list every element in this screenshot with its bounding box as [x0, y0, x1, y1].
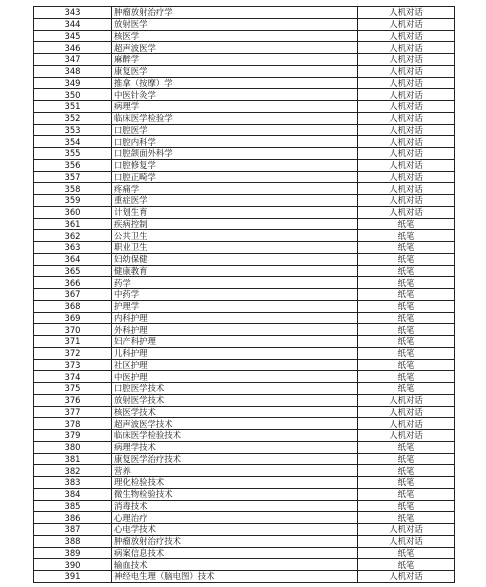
exam-mode-cell: 人机对话 [358, 101, 455, 113]
subject-name-cell: 职业卫生 [112, 242, 358, 254]
row-number-cell: 389 [34, 547, 112, 559]
table-row [34, 347, 455, 359]
subject-name-cell: 护理学 [112, 300, 358, 312]
exam-mode-cell: 人机对话 [358, 7, 455, 19]
subject-name-cell: 放射医学 [112, 18, 358, 30]
table-row [34, 394, 455, 406]
table-row [34, 183, 455, 195]
exam-mode-cell: 人机对话 [358, 535, 455, 547]
row-number-cell: 375 [34, 383, 112, 395]
table-row [34, 406, 455, 418]
exam-mode-cell: 人机对话 [358, 430, 455, 442]
exam-mode-cell: 人机对话 [358, 30, 455, 42]
exam-mode-cell: 纸笔 [358, 477, 455, 489]
exam-mode-cell: 纸笔 [358, 324, 455, 336]
row-number-cell: 379 [34, 430, 112, 442]
exam-mode-cell: 人机对话 [358, 54, 455, 66]
exam-mode-cell: 人机对话 [358, 394, 455, 406]
table-row [34, 312, 455, 324]
subject-name-cell: 公共卫生 [112, 230, 358, 242]
table-row [34, 418, 455, 430]
row-number-cell: 354 [34, 136, 112, 148]
table-row [34, 383, 455, 395]
exam-mode-cell: 纸笔 [358, 441, 455, 453]
row-number-cell: 382 [34, 465, 112, 477]
exam-mode-cell: 人机对话 [358, 171, 455, 183]
row-number-cell: 384 [34, 488, 112, 500]
exam-mode-cell: 人机对话 [358, 418, 455, 430]
table-row [34, 65, 455, 77]
subject-name-cell: 病案信息技术 [112, 547, 358, 559]
subject-name-cell: 妇产科护理 [112, 336, 358, 348]
row-number-cell: 381 [34, 453, 112, 465]
subject-name-cell: 康复医学治疗技术 [112, 453, 358, 465]
subject-name-cell: 临床医学检验学 [112, 112, 358, 124]
table-row [34, 324, 455, 336]
table-row [34, 453, 455, 465]
row-number-cell: 365 [34, 265, 112, 277]
row-number-cell: 360 [34, 206, 112, 218]
row-number-cell: 386 [34, 512, 112, 524]
row-number-cell: 353 [34, 124, 112, 136]
exam-mode-cell: 人机对话 [358, 571, 455, 583]
exam-mode-cell: 纸笔 [358, 218, 455, 230]
subject-name-cell: 疾病控制 [112, 218, 358, 230]
row-number-cell: 344 [34, 18, 112, 30]
subject-name-cell: 口腔颌面外科学 [112, 148, 358, 160]
subject-name-cell: 计划生育 [112, 206, 358, 218]
exam-mode-cell: 人机对话 [358, 183, 455, 195]
row-number-cell: 390 [34, 559, 112, 571]
exam-mode-cell: 纸笔 [358, 512, 455, 524]
exam-mode-cell: 纸笔 [358, 453, 455, 465]
row-number-cell: 343 [34, 7, 112, 19]
subject-name-cell: 中医针灸学 [112, 89, 358, 101]
subject-name-cell: 超声波医学技术 [112, 418, 358, 430]
table-row [34, 30, 455, 42]
exam-mode-cell: 人机对话 [358, 89, 455, 101]
exam-mode-cell: 人机对话 [358, 524, 455, 536]
exam-subject-table [33, 6, 455, 583]
exam-mode-cell: 纸笔 [358, 383, 455, 395]
subject-name-cell: 输血技术 [112, 559, 358, 571]
table-body [34, 7, 455, 583]
row-number-cell: 346 [34, 42, 112, 54]
exam-mode-cell: 纸笔 [358, 347, 455, 359]
subject-name-cell: 神经电生理（脑电图）技术 [112, 571, 358, 583]
subject-name-cell: 口腔医学技术 [112, 383, 358, 395]
table-row [34, 206, 455, 218]
subject-name-cell: 超声波医学 [112, 42, 358, 54]
exam-mode-cell: 人机对话 [358, 124, 455, 136]
exam-mode-cell: 纸笔 [358, 371, 455, 383]
table-row [34, 124, 455, 136]
subject-name-cell: 妇幼保健 [112, 253, 358, 265]
row-number-cell: 345 [34, 30, 112, 42]
subject-name-cell: 营养 [112, 465, 358, 477]
row-number-cell: 368 [34, 300, 112, 312]
document-page [33, 6, 449, 583]
table-row [34, 359, 455, 371]
row-number-cell: 355 [34, 148, 112, 160]
exam-mode-cell: 纸笔 [358, 230, 455, 242]
table-row [34, 148, 455, 160]
subject-name-cell: 药学 [112, 277, 358, 289]
row-number-cell: 366 [34, 277, 112, 289]
exam-mode-cell: 纸笔 [358, 253, 455, 265]
subject-name-cell: 口腔正畸学 [112, 171, 358, 183]
table-row [34, 171, 455, 183]
table-row [34, 559, 455, 571]
row-number-cell: 351 [34, 101, 112, 113]
exam-mode-cell: 纸笔 [358, 242, 455, 254]
row-number-cell: 352 [34, 112, 112, 124]
table-row [34, 300, 455, 312]
exam-mode-cell: 人机对话 [358, 18, 455, 30]
exam-mode-cell: 人机对话 [358, 159, 455, 171]
exam-mode-cell: 纸笔 [358, 312, 455, 324]
table-row [34, 89, 455, 101]
row-number-cell: 359 [34, 195, 112, 207]
row-number-cell: 372 [34, 347, 112, 359]
subject-name-cell: 口腔内科学 [112, 136, 358, 148]
row-number-cell: 371 [34, 336, 112, 348]
table-row [34, 195, 455, 207]
table-row [34, 218, 455, 230]
subject-name-cell: 疼痛学 [112, 183, 358, 195]
row-number-cell: 388 [34, 535, 112, 547]
exam-mode-cell: 人机对话 [358, 136, 455, 148]
subject-name-cell: 消毒技术 [112, 500, 358, 512]
row-number-cell: 350 [34, 89, 112, 101]
exam-mode-cell: 人机对话 [358, 42, 455, 54]
subject-name-cell: 重症医学 [112, 195, 358, 207]
row-number-cell: 383 [34, 477, 112, 489]
table-row [34, 54, 455, 66]
exam-mode-cell: 人机对话 [358, 406, 455, 418]
row-number-cell: 378 [34, 418, 112, 430]
table-row [34, 18, 455, 30]
subject-name-cell: 健康教育 [112, 265, 358, 277]
table-row [34, 441, 455, 453]
row-number-cell: 364 [34, 253, 112, 265]
subject-name-cell: 中药学 [112, 289, 358, 301]
subject-name-cell: 放射医学技术 [112, 394, 358, 406]
row-number-cell: 387 [34, 524, 112, 536]
row-number-cell: 358 [34, 183, 112, 195]
subject-name-cell: 社区护理 [112, 359, 358, 371]
row-number-cell: 373 [34, 359, 112, 371]
table-row [34, 7, 455, 19]
table-row [34, 159, 455, 171]
row-number-cell: 374 [34, 371, 112, 383]
exam-mode-cell: 纸笔 [358, 336, 455, 348]
row-number-cell: 356 [34, 159, 112, 171]
table-row [34, 477, 455, 489]
subject-name-cell: 麻醉学 [112, 54, 358, 66]
row-number-cell: 369 [34, 312, 112, 324]
exam-mode-cell: 人机对话 [358, 148, 455, 160]
subject-name-cell: 口腔医学 [112, 124, 358, 136]
exam-mode-cell: 人机对话 [358, 77, 455, 89]
table-row [34, 136, 455, 148]
exam-mode-cell: 纸笔 [358, 359, 455, 371]
table-row [34, 253, 455, 265]
exam-mode-cell: 纸笔 [358, 465, 455, 477]
exam-mode-cell: 人机对话 [358, 65, 455, 77]
row-number-cell: 380 [34, 441, 112, 453]
subject-name-cell: 病理学技术 [112, 441, 358, 453]
table-row [34, 547, 455, 559]
table-row [34, 265, 455, 277]
table-row [34, 242, 455, 254]
exam-mode-cell: 纸笔 [358, 300, 455, 312]
subject-name-cell: 微生物检验技术 [112, 488, 358, 500]
subject-name-cell: 内科护理 [112, 312, 358, 324]
table-row [34, 289, 455, 301]
table-row [34, 336, 455, 348]
table-row [34, 277, 455, 289]
subject-name-cell: 病理学 [112, 101, 358, 113]
row-number-cell: 376 [34, 394, 112, 406]
exam-mode-cell: 纸笔 [358, 277, 455, 289]
exam-mode-cell: 人机对话 [358, 112, 455, 124]
exam-mode-cell: 纸笔 [358, 289, 455, 301]
subject-name-cell: 肿瘤放射治疗学 [112, 7, 358, 19]
table-row [34, 42, 455, 54]
row-number-cell: 348 [34, 65, 112, 77]
table-row [34, 77, 455, 89]
table-row [34, 430, 455, 442]
subject-name-cell: 肿瘤放射治疗技术 [112, 535, 358, 547]
row-number-cell: 370 [34, 324, 112, 336]
subject-name-cell: 康复医学 [112, 65, 358, 77]
exam-mode-cell: 纸笔 [358, 547, 455, 559]
table-row [34, 230, 455, 242]
subject-name-cell: 外科护理 [112, 324, 358, 336]
subject-name-cell: 口腔修复学 [112, 159, 358, 171]
table-row [34, 500, 455, 512]
subject-name-cell: 心理治疗 [112, 512, 358, 524]
exam-mode-cell: 纸笔 [358, 488, 455, 500]
exam-mode-cell: 纸笔 [358, 500, 455, 512]
row-number-cell: 357 [34, 171, 112, 183]
row-number-cell: 385 [34, 500, 112, 512]
table-row [34, 524, 455, 536]
table-row [34, 512, 455, 524]
table-row [34, 488, 455, 500]
subject-name-cell: 中医护理 [112, 371, 358, 383]
table-row [34, 571, 455, 583]
row-number-cell: 361 [34, 218, 112, 230]
exam-mode-cell: 人机对话 [358, 206, 455, 218]
subject-name-cell: 核医学 [112, 30, 358, 42]
subject-name-cell: 儿科护理 [112, 347, 358, 359]
subject-name-cell: 心电学技术 [112, 524, 358, 536]
table-row [34, 112, 455, 124]
table-row [34, 535, 455, 547]
row-number-cell: 367 [34, 289, 112, 301]
exam-mode-cell: 人机对话 [358, 195, 455, 207]
exam-mode-cell: 纸笔 [358, 559, 455, 571]
table-row [34, 371, 455, 383]
row-number-cell: 349 [34, 77, 112, 89]
row-number-cell: 347 [34, 54, 112, 66]
subject-name-cell: 理化检验技术 [112, 477, 358, 489]
subject-name-cell: 推拿（按摩）学 [112, 77, 358, 89]
exam-mode-cell: 纸笔 [358, 265, 455, 277]
row-number-cell: 362 [34, 230, 112, 242]
subject-name-cell: 核医学技术 [112, 406, 358, 418]
subject-name-cell: 临床医学检验技术 [112, 430, 358, 442]
row-number-cell: 377 [34, 406, 112, 418]
row-number-cell: 363 [34, 242, 112, 254]
table-row [34, 465, 455, 477]
table-row [34, 101, 455, 113]
row-number-cell: 391 [34, 571, 112, 583]
